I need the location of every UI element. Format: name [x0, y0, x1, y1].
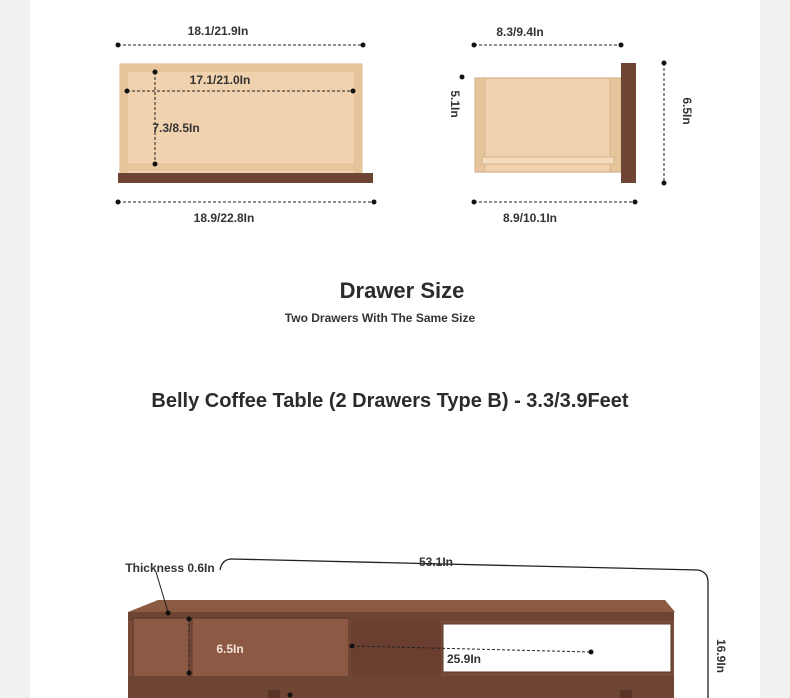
front-top-width-label: 18.1/21.9In: [187, 24, 249, 38]
table-drawer-height-label: 6.5In: [216, 642, 244, 656]
coffee-table-heading: Belly Coffee Table (2 Drawers Type B) - 3.3/3.9Feet: [151, 390, 629, 412]
drawer-front-right-edge: [354, 64, 362, 174]
front-inner-width-label: 17.1/21.0In: [189, 73, 251, 87]
table-height-label: 16.9In: [714, 638, 728, 674]
table-shelf-back: [351, 621, 441, 676]
drawer-front-diagram: [116, 24, 377, 225]
table-thickness-label: Thickness 0.6In: [125, 561, 215, 575]
table-opening-width-label: 25.9In: [446, 652, 482, 666]
side-bottom-depth-label: 8.9/10.1In: [502, 211, 558, 225]
product-detail-panel: [30, 0, 760, 698]
drawer-front-left-edge: [120, 64, 128, 174]
front-height-label: 7.3/8.5In: [152, 121, 200, 135]
table-length-label: 53.1In: [418, 555, 454, 569]
drawer-size-heading: Drawer Size: [339, 278, 465, 303]
coffee-table-diagram: [125, 555, 728, 698]
table-lower-rail: [128, 676, 674, 698]
table-top-surface: [128, 600, 675, 612]
side-height-left-label: 5.1In: [448, 90, 462, 118]
dimension-figures: [30, 0, 760, 698]
drawer-front-panel: [118, 173, 373, 183]
side-height-right-label: 6.5In: [680, 97, 694, 125]
table-drawer-1: [133, 618, 189, 680]
drawer-side-runner: [482, 157, 614, 164]
drawer-front-floor: [128, 164, 354, 170]
side-top-depth-label: 8.3/9.4In: [496, 25, 544, 39]
front-bottom-width-label: 18.9/22.8In: [193, 211, 255, 225]
drawer-side-front-panel: [621, 63, 636, 183]
drawer-side-diagram: [448, 25, 694, 225]
drawer-size-subtitle: Two Drawers With The Same Size: [284, 311, 476, 325]
